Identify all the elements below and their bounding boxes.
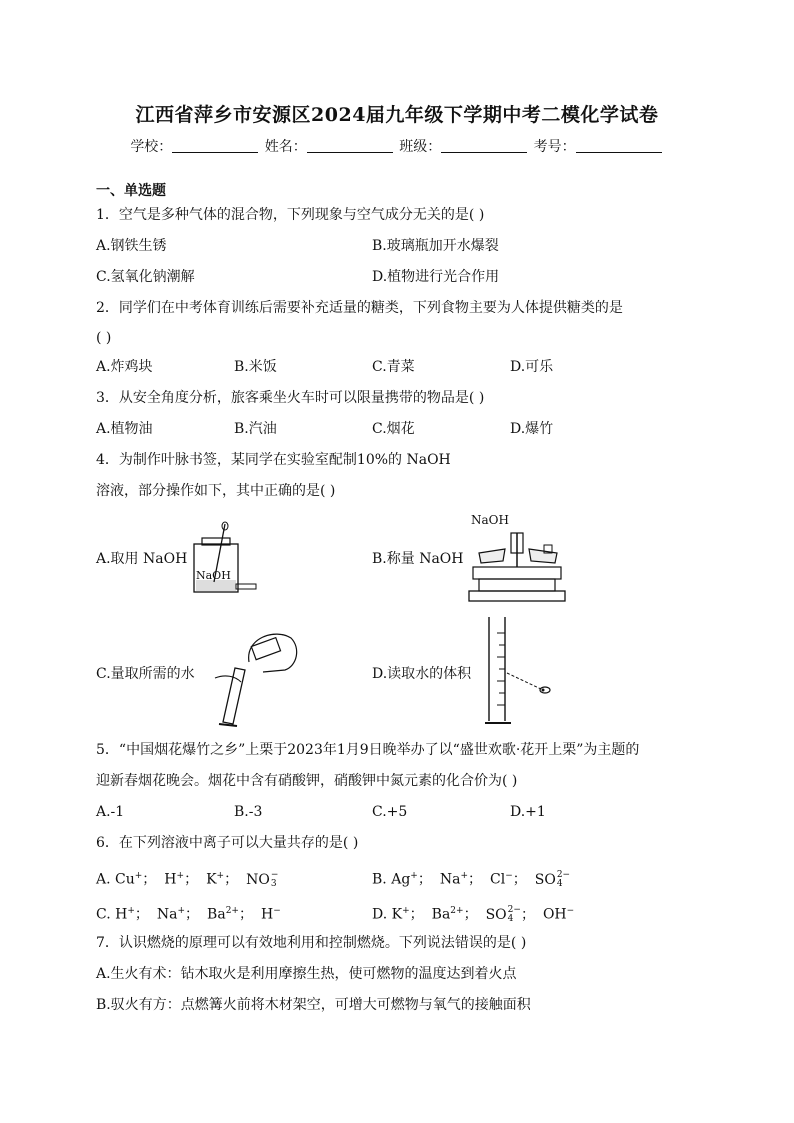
- q5-stem-cont: 迎新春烟花晚会。烟花中含有硝酸钾，硝酸钾中氮元素的化合价为( ): [96, 773, 518, 789]
- q6-a-prefix: A.: [96, 871, 111, 888]
- q4-option-c[interactable]: C.量取所需的水: [96, 666, 195, 682]
- q1-option-a[interactable]: A.钢铁生锈: [96, 238, 167, 254]
- class-label: 班级：: [399, 139, 442, 155]
- class-field[interactable]: [441, 138, 527, 153]
- balance-label: NaOH: [471, 513, 509, 527]
- q6-d-prefix: D.: [372, 906, 388, 923]
- q7-stem: 7．认识燃烧的原理可以有效地利用和控制燃烧。下列说法错误的是( ): [96, 935, 527, 951]
- school-field[interactable]: [172, 138, 258, 153]
- name-label: 姓名：: [264, 139, 307, 155]
- q1-option-c[interactable]: C.氢氧化钠潮解: [96, 269, 195, 285]
- q2-option-c[interactable]: C.青菜: [372, 359, 415, 375]
- q3-option-a[interactable]: A.植物油: [96, 421, 153, 437]
- q2-stem-cont: ( ): [96, 330, 112, 346]
- bottle-label: NaOH: [196, 569, 231, 582]
- q3-stem: 3．从安全角度分析，旅客乘坐火车时可以限量携带的物品是( ): [96, 390, 485, 406]
- q3-option-b[interactable]: B.汽油: [234, 421, 277, 437]
- graduated-cylinder-figure: [485, 617, 565, 729]
- q2-option-d[interactable]: D.可乐: [510, 359, 554, 375]
- q5-stem: 5．“中国烟花爆竹之乡”上栗于2023年1月9日晚举办了以“盛世欢歌·花开上栗”为主题的: [96, 742, 640, 758]
- section-heading: 一、单选题: [96, 183, 166, 199]
- school-label: 学校：: [130, 139, 173, 155]
- number-field[interactable]: [576, 138, 662, 153]
- reagent-bottle-figure: [192, 522, 262, 597]
- q4-stem-cont: 溶液，部分操作如下，其中正确的是( ): [96, 483, 336, 499]
- q6-option-a[interactable]: A. Cu+； H+； K+； NO − 3: [96, 869, 279, 889]
- q2-option-a[interactable]: A.炸鸡块: [96, 359, 153, 375]
- name-field[interactable]: [307, 138, 393, 153]
- number-label: 考号：: [533, 139, 576, 155]
- balance-figure: [465, 525, 570, 605]
- pouring-water-figure: [205, 618, 305, 728]
- q1-option-d[interactable]: D.植物进行光合作用: [372, 269, 500, 285]
- q6-b-prefix: B.: [372, 871, 387, 888]
- q5-option-a[interactable]: A.-1: [96, 804, 125, 820]
- q1-option-b[interactable]: B.玻璃瓶加开水爆裂: [372, 238, 499, 254]
- q4-option-b[interactable]: B.称量 NaOH: [372, 551, 464, 567]
- q3-option-c[interactable]: C.烟花: [372, 421, 415, 437]
- q5-option-c[interactable]: C.+5: [372, 804, 408, 820]
- q4-option-a[interactable]: A.取用 NaOH: [96, 551, 188, 567]
- q1-stem: 1．空气是多种气体的混合物，下列现象与空气成分无关的是( ): [96, 207, 485, 223]
- q4-option-d[interactable]: D.读取水的体积: [372, 666, 472, 682]
- exam-title: 江西省萍乡市安源区2024届九年级下学期中考二模化学试卷: [135, 104, 659, 126]
- q4-stem: 4．为制作叶脉书签，某同学在实验室配制10%的 NaOH: [96, 452, 451, 468]
- q6-option-c[interactable]: C. H+； Na+； $Ba^{2+}$； H−: [96, 906, 281, 923]
- q3-option-d[interactable]: D.爆竹: [510, 421, 554, 437]
- q6-option-b[interactable]: B. Ag+； Na+； Cl−； SO 2− 4: [372, 869, 571, 889]
- q2-option-b[interactable]: B.米饭: [234, 359, 277, 375]
- q2-stem: 2．同学们在中考体育训练后需要补充适量的糖类，下列食物主要为人体提供糖类的是: [96, 300, 623, 316]
- q5-option-b[interactable]: B.-3: [234, 804, 263, 820]
- q7-option-b[interactable]: B.驭火有方：点燃篝火前将木材架空，可增大可燃物与氧气的接触面积: [96, 997, 531, 1013]
- q5-option-d[interactable]: D.+1: [510, 804, 546, 820]
- q6-c-prefix: C.: [96, 906, 111, 923]
- q6-stem: 6．在下列溶液中离子可以大量共存的是( ): [96, 835, 359, 851]
- student-info-line: [0, 136, 794, 156]
- q7-option-a[interactable]: A.生火有术：钻木取火是利用摩擦生热，使可燃物的温度达到着火点: [96, 966, 517, 982]
- q6-option-d[interactable]: D. K+； $Ba^{2+}$； SO 2− 4 ； OH−: [372, 904, 575, 924]
